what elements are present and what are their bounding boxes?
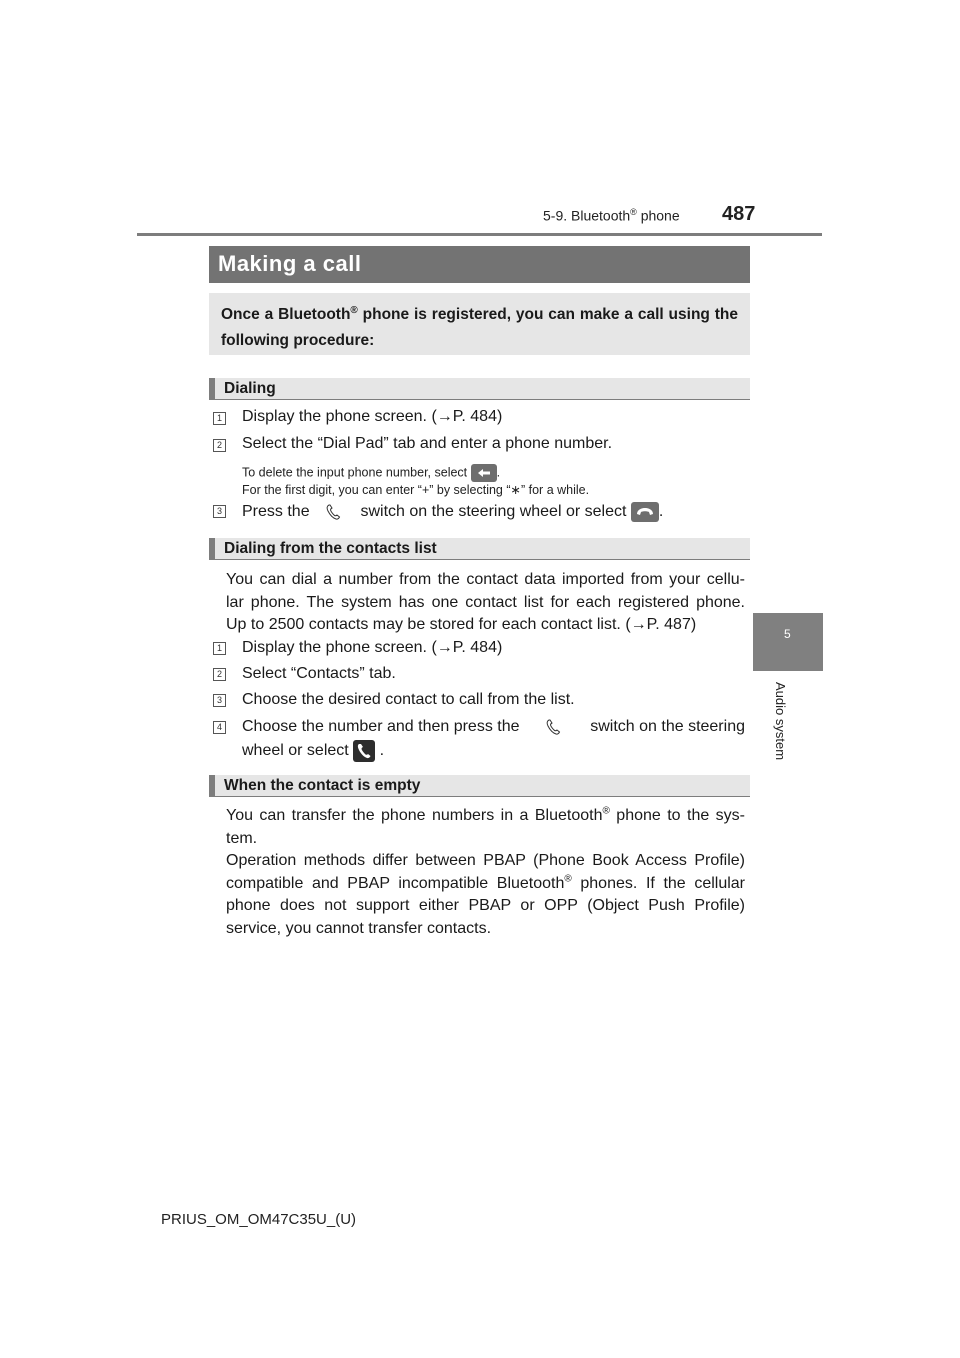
header-rule: [137, 233, 822, 236]
phone-call-icon: [353, 740, 375, 762]
step-number-box: 3: [213, 694, 226, 707]
intro-box: [209, 293, 750, 355]
step-number-box: 1: [213, 412, 226, 425]
step-number-box: 1: [213, 642, 226, 655]
page-title-bar: [209, 246, 750, 283]
subheading-empty-contact: When the contact is empty: [209, 775, 750, 797]
step-text: Select the “Dial Pad” tab and enter a phone number.: [242, 435, 613, 452]
step-text: Display the phone screen. (→P. 484): [242, 639, 503, 656]
step-number-box: 4: [213, 721, 226, 734]
step-text: wheel or select .: [242, 740, 384, 762]
phone-handset-icon: [320, 503, 350, 521]
empty-contact-text: You can transfer the phone numbers in a Bluetooth® phone to the sys- tem. Operation methods differ between PBAP (Phone Book Access Profile) compatible and PBAP incompatible Bluetooth® phones. If the cellular phone does not support either PBAP or OPP (Object Push Profile) service, you cannot transfer contacts.: [226, 805, 746, 937]
chapter-number: 5: [784, 627, 791, 641]
step-number-box: 2: [213, 668, 226, 681]
step-text: Display the phone screen. (→P. 484): [242, 408, 503, 425]
step-number-box: 2: [213, 439, 226, 452]
step-number-box: 3: [213, 505, 226, 518]
contacts-intro: You can dial a number from the contact data imported from your cellu- lar phone. The system has one contact list for each registered phone. Up to 2500 contacts may be stored for each contact list. (→P. 487): [226, 571, 745, 633]
page-title: Making a call: [218, 251, 362, 276]
note-text: To delete the input phone number, select .: [242, 464, 500, 482]
footer-document-id: PRIUS_OM_OM47C35U_(U): [161, 1211, 357, 1228]
step-text: Select “Contacts” tab.: [242, 665, 396, 682]
step-text: Choose the number and then press the switch on the steering: [242, 718, 745, 735]
subheading-dialing: Dialing: [209, 378, 750, 400]
step-text: Press the switch on the steering wheel or select .: [242, 503, 664, 521]
subheading-contacts: Dialing from the contacts list: [209, 538, 750, 560]
phone-handset-icon: [540, 718, 570, 736]
chapter-tab: [753, 613, 823, 671]
step-text: Choose the desired contact to call from the list.: [242, 691, 575, 708]
note-text: For the first digit, you can enter “+” by selecting “∗” for a while.: [242, 483, 590, 497]
call-button-icon: [631, 502, 659, 522]
page-number: 487: [722, 203, 756, 225]
running-header-section: 5-9. Bluetooth® phone: [543, 207, 680, 224]
intro-text: Once a Bluetooth® phone is registered, you can make a call using the following procedure:: [221, 304, 738, 349]
chapter-label: Audio system: [773, 682, 788, 761]
backspace-icon: [471, 464, 497, 482]
